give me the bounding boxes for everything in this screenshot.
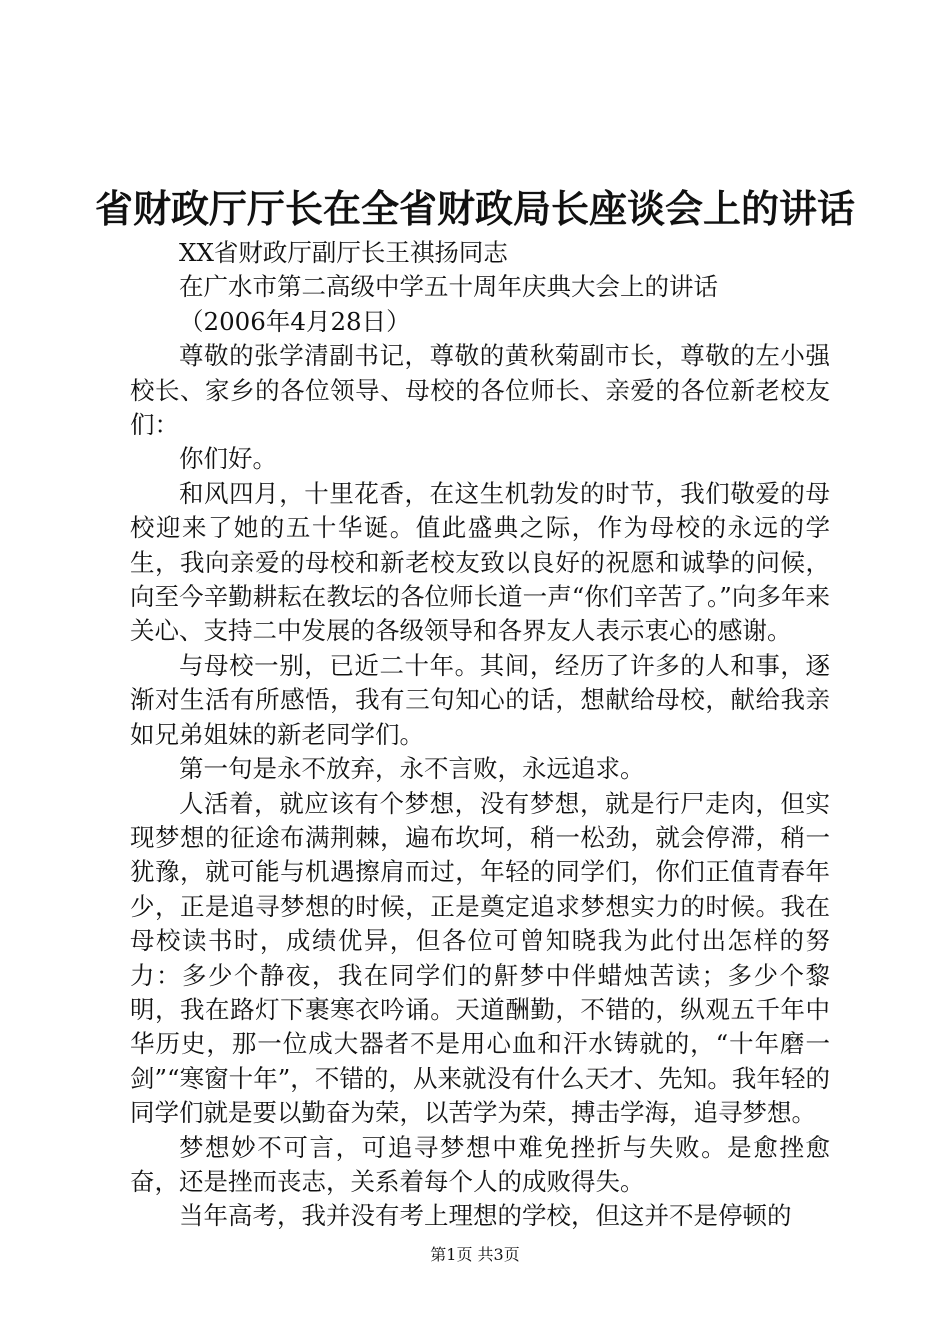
speech-date: （2006年4月28日） bbox=[179, 306, 411, 336]
body-paragraph: 人活着，就应该有个梦想，没有梦想，就是行尸走肉，但实现梦想的征途布满荆棘，遍布坎坷，稍一松劲，就会停滞，稍一犹豫，就可能与机遇擦肩而过，年轻的同学们，你们正值青春年少，正是追寻梦想的时候，正是奠定追求梦想实力的时候。我在母校读书时，成绩优异，但各位可曾知晓我为此付出怎样的努力：多少个静夜，我在同学们的鼾梦中伴蜡烛苦读；多少个黎明，我在路灯下裹寒衣吟诵。天道酬勤，不错的，纵观五千年中华历史，那一位成大器者不是用心血和汗水铸就的，“十年磨一剑”“寒窗十年”，不错的，从来就没有什么天才、先知。我年轻的同学们就是要以勤奋为荣，以苦学为荣，搏击学海，追寻梦想。 bbox=[130, 788, 830, 1128]
page-footer: 第1页 共3页 bbox=[430, 1245, 520, 1264]
body-paragraph: 和风四月，十里花香，在这生机勃发的时节，我们敬爱的母校迎来了她的五十华诞。值此盛典之际，作为母校的永远的学生，我向亲爱的母校和新老校友致以良好的祝愿和诚挚的问候，向至今辛勤耕耘在教坛的各位师长道一声“你们辛苦了。”向多年来关心、支持二中发展的各级领导和各界友人表示衷心的感谢。 bbox=[130, 478, 830, 646]
body-paragraph: 与母校一别，已近二十年。其间，经历了许多的人和事，逐渐对生活有所感悟，我有三句知心的话，想献给母校，献给我亲如兄弟姐妹的新老同学们。 bbox=[130, 650, 830, 749]
speech-occasion: 在广水市第二高级中学五十周年庆典大会上的讲话 bbox=[179, 272, 718, 302]
author-line: XX省财政厅副厅长王祺扬同志 bbox=[179, 238, 508, 267]
document-title: 省财政厅厅长在全省财政局长座谈会上的讲话 bbox=[94, 186, 855, 231]
document-body bbox=[130, 236, 830, 1234]
greeting-paragraph: 你们好。 bbox=[179, 444, 277, 474]
body-paragraph: 当年高考，我并没有考上理想的学校，但这并不是停顿的 bbox=[179, 1201, 792, 1231]
salutation-paragraph: 尊敬的张学清副书记，尊敬的黄秋菊副市长，尊敬的左小强校长、家乡的各位领导、母校的各位师长、亲爱的各位新老校友们： bbox=[130, 341, 830, 440]
body-paragraph: 第一句是永不放弃，永不言败，永远追求。 bbox=[179, 754, 645, 784]
body-paragraph: 梦想妙不可言，可追寻梦想中难免挫折与失败。是愈挫愈奋，还是挫而丧志，关系着每个人的成败得失。 bbox=[130, 1132, 830, 1196]
